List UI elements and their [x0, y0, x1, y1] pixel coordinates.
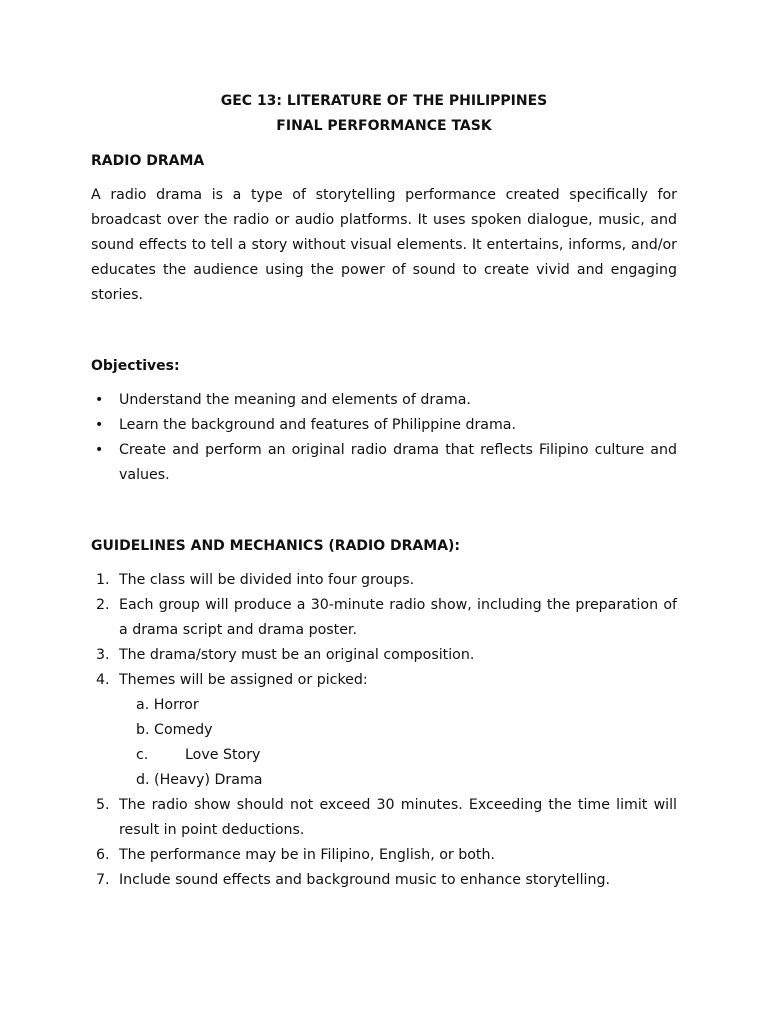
- guideline-text: The radio show should not exceed 30 minutes. Exceeding the time limit will result in point deductions.: [119, 797, 677, 838]
- guideline-text: The drama/story must be an original composition.: [119, 647, 475, 663]
- themes-list: [119, 693, 677, 793]
- theme-text: Love Story: [185, 747, 261, 763]
- guideline-text: Each group will produce a 30-minute radio show, including the preparation of a drama script and drama poster.: [119, 597, 677, 638]
- objectives-heading: Objectives:: [91, 358, 180, 374]
- item-number: 3.: [96, 647, 110, 663]
- objective-text: Create and perform an original radio drama that reflects Filipino culture and values.: [119, 442, 677, 483]
- item-number: 1.: [96, 572, 110, 588]
- list-item: [91, 388, 677, 413]
- theme-text: Comedy: [154, 722, 213, 738]
- item-number: 6.: [96, 847, 110, 863]
- item-number: 2.: [96, 597, 110, 613]
- theme-letter: b.: [136, 722, 150, 738]
- guideline-text: Include sound effects and background music to enhance storytelling.: [119, 872, 610, 888]
- task-title: FINAL PERFORMANCE TASK: [276, 118, 492, 134]
- course-title: GEC 13: LITERATURE OF THE PHILIPPINES: [220, 93, 548, 109]
- guideline-text: The performance may be in Filipino, English, or both.: [119, 847, 495, 863]
- theme-item: [136, 768, 677, 793]
- guidelines-heading: GUIDELINES AND MECHANICS (RADIO DRAMA):: [91, 538, 461, 554]
- theme-item: [136, 743, 677, 768]
- theme-letter: c.: [136, 747, 149, 763]
- theme-text: Horror: [153, 697, 199, 713]
- radio-drama-heading: RADIO DRAMA: [91, 153, 205, 169]
- radio-drama-description: A radio drama is a type of storytelling performance created specifically for broadcast over the radio or audio platforms. It uses spoken dialogue, music, and sound effects to tell a story without visual elements. It entertains, informs, and/or educates the audience using the power of sound to create vivid and engaging stories.: [91, 187, 677, 303]
- list-item: [91, 843, 677, 868]
- bullet-icon: •: [95, 417, 104, 433]
- objective-text: Learn the background and features of Philippine drama.: [119, 417, 516, 433]
- bullet-icon: •: [95, 442, 104, 458]
- list-item: [91, 413, 677, 438]
- guideline-text: The class will be divided into four groups.: [119, 572, 415, 588]
- guideline-text: Themes will be assigned or picked:: [119, 672, 368, 688]
- theme-item: [136, 693, 677, 718]
- item-number: 4.: [96, 672, 110, 688]
- guidelines-list: [91, 568, 677, 893]
- bullet-icon: •: [95, 392, 104, 408]
- objectives-list: [91, 388, 677, 488]
- list-item: [91, 438, 677, 488]
- list-item: [91, 793, 677, 843]
- objective-text: Understand the meaning and elements of drama.: [119, 392, 471, 408]
- theme-item: [136, 718, 677, 743]
- list-item: [91, 568, 677, 593]
- list-item: [91, 593, 677, 643]
- list-item: [91, 643, 677, 668]
- list-item: [91, 668, 677, 793]
- item-number: 7.: [96, 872, 110, 888]
- theme-letter: a.: [136, 697, 150, 713]
- list-item: [91, 868, 677, 893]
- theme-letter: d.: [136, 772, 150, 788]
- theme-text: (Heavy) Drama: [154, 772, 263, 788]
- item-number: 5.: [96, 797, 110, 813]
